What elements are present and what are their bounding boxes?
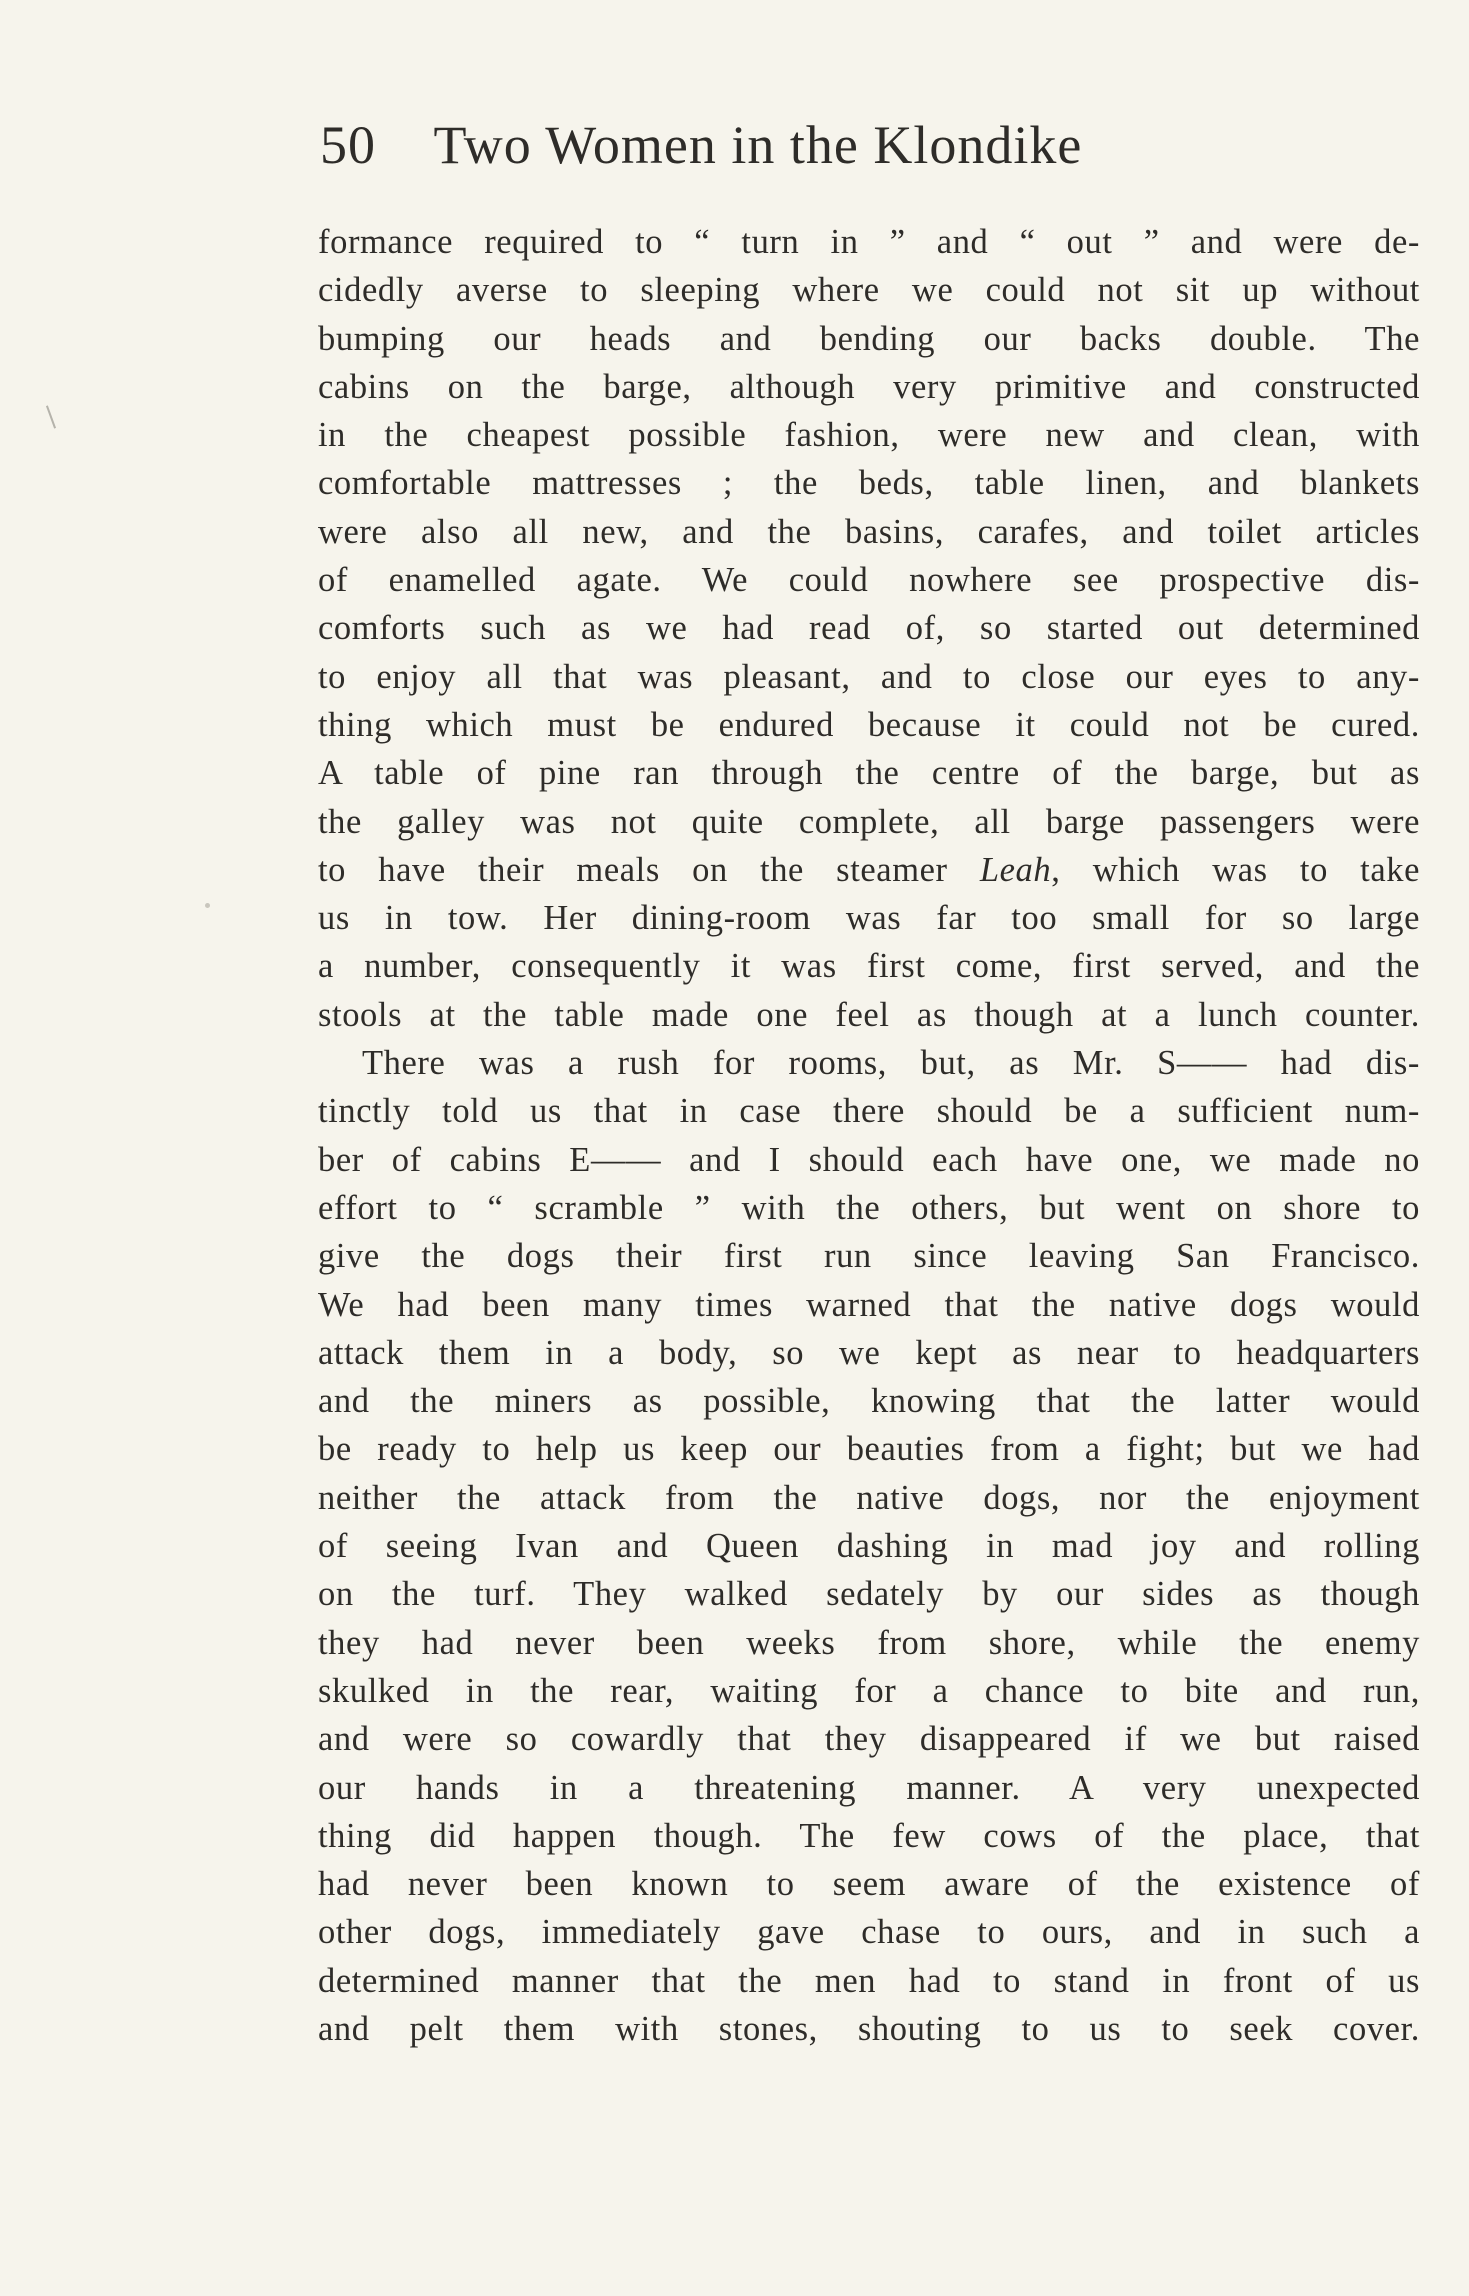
text-line-paragraph-end: stools at the table made one feel as though at a lunch counter. — [318, 995, 1420, 1034]
text-line: tinctly told us that in case there should be a sufficient num- — [318, 1092, 1420, 1131]
text-line-with-italic: to have their meals on the steamer Leah, which was to take — [318, 850, 1420, 889]
body-text — [318, 218, 1420, 2053]
page-number: 50 — [320, 115, 376, 175]
running-head — [320, 110, 1420, 180]
text-line-paragraph-start: There was a rush for rooms, but, as Mr. S—— had dis- — [362, 1044, 1420, 1083]
text-line: bumping our heads and bending our backs double. The — [318, 319, 1420, 358]
text-line: neither the attack from the native dogs, nor the enjoyment — [318, 1478, 1420, 1517]
text-line: had never been known to seem aware of the existence of — [318, 1865, 1420, 1904]
text-line: and were so cowardly that they disappeared if we but raised — [318, 1720, 1420, 1759]
text-line: A table of pine ran through the centre of the barge, but as — [318, 754, 1420, 793]
text-line: were also all new, and the basins, carafes, and toilet articles — [318, 512, 1420, 551]
text-line: and the miners as possible, knowing that the latter would — [318, 1382, 1420, 1421]
text-line: a number, consequently it was first come, first served, and the — [318, 947, 1420, 986]
text-line: the galley was not quite complete, all barge passengers were — [318, 802, 1420, 841]
text-line: comfortable mattresses ; the beds, table linen, and blankets — [318, 464, 1420, 503]
text-line: skulked in the rear, waiting for a chance to bite and run, — [318, 1671, 1420, 1710]
text-line: thing did happen though. The few cows of the place, that — [318, 1816, 1420, 1855]
text-line: on the turf. They walked sedately by our sides as though — [318, 1575, 1420, 1614]
text-line: formance required to “ turn in ” and “ out ” and were de- — [318, 223, 1420, 261]
text-line: us in tow. Her dining-room was far too small for so large — [318, 899, 1420, 938]
text-line: cabins on the barge, although very primitive and constructed — [318, 367, 1420, 406]
text-line: ber of cabins E—— and I should each have one, we made no — [318, 1140, 1420, 1179]
text-line: give the dogs their first run since leaving San Francisco. — [318, 1237, 1420, 1276]
text-line: of enamelled agate. We could nowhere see prospective dis- — [318, 561, 1420, 600]
text-line: determined manner that the men had to stand in front of us — [318, 1961, 1420, 2000]
text-line: effort to “ scramble ” with the others, but went on shore to — [318, 1188, 1420, 1227]
text-line: our hands in a threatening manner. A very unexpected — [318, 1768, 1420, 1807]
text-line: attack them in a body, so we kept as near to headquarters — [318, 1333, 1420, 1372]
page-speck — [205, 903, 210, 908]
text-line: other dogs, immediately gave chase to ours, and in such a — [318, 1913, 1420, 1952]
text-line: comforts such as we had read of, so started out determined — [318, 609, 1420, 648]
text-line: We had been many times warned that the native dogs would — [318, 1285, 1420, 1324]
book-title: Two Women in the Klondike — [433, 115, 1083, 175]
text-line: cidedly averse to sleeping where we could not sit up without — [318, 271, 1420, 310]
text-line: to enjoy all that was pleasant, and to close our eyes to any- — [318, 657, 1420, 696]
text-line: thing which must be endured because it could not be cured. — [318, 705, 1420, 744]
text-line: of seeing Ivan and Queen dashing in mad joy and rolling — [318, 1527, 1420, 1566]
text-line: and pelt them with stones, shouting to us to seek cover. — [318, 2009, 1420, 2048]
page-blemish — [46, 405, 56, 428]
text-line: they had never been weeks from shore, while the enemy — [318, 1623, 1420, 1662]
text-line: be ready to help us keep our beauties from a fight; but we had — [318, 1430, 1420, 1469]
text-line: in the cheapest possible fashion, were new and clean, with — [318, 416, 1420, 455]
ship-name-italic: Leah — [979, 850, 1052, 889]
